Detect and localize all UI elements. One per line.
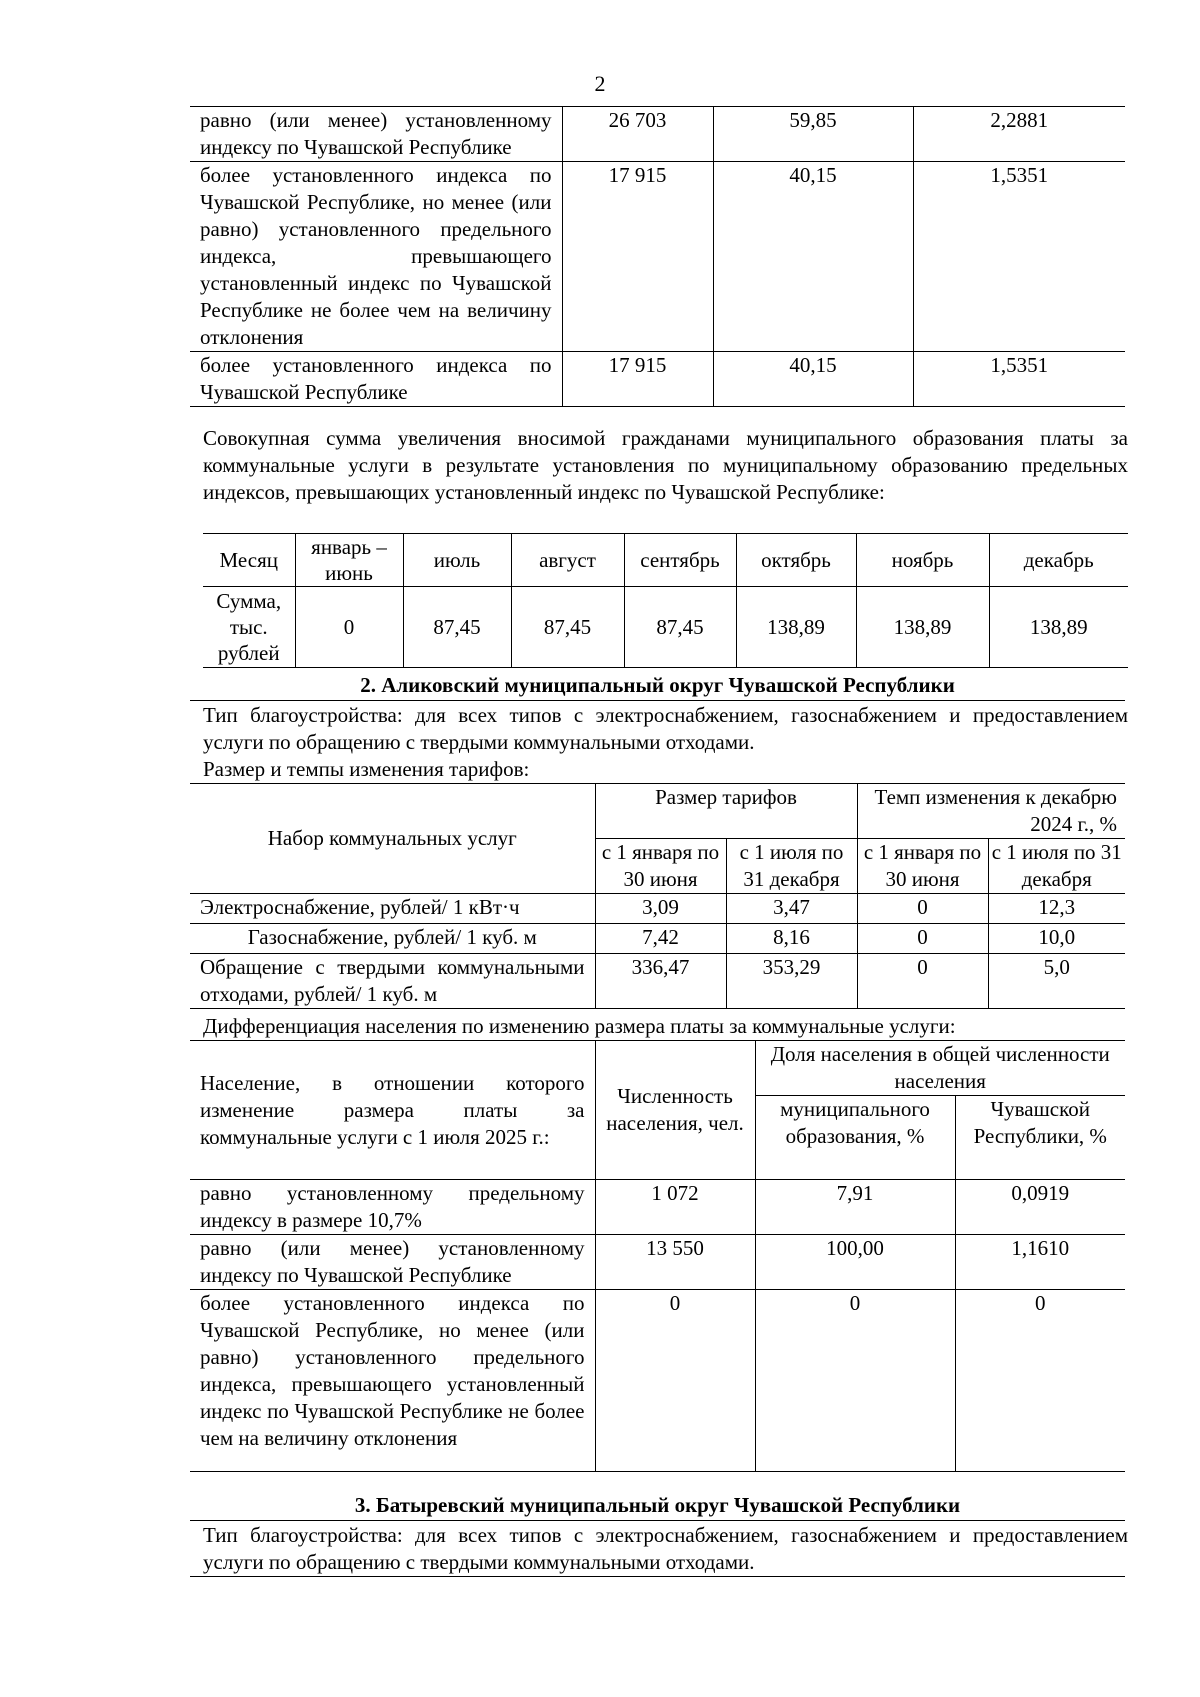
population-count: 13 550 — [595, 1235, 755, 1290]
col-republic-header: Чувашской Республики, % — [955, 1096, 1125, 1180]
tariff-value: 353,29 — [726, 954, 857, 1009]
month-value: 87,45 — [403, 587, 511, 668]
col-services-header: Набор коммунальных услуг — [190, 784, 595, 894]
republic-share: 1,1610 — [955, 1235, 1125, 1290]
table-row — [190, 352, 1125, 407]
population-count: 17 915 — [562, 352, 713, 407]
sub-header: с 1 июля по 31 декабря — [988, 839, 1125, 894]
months-value-row — [203, 587, 1128, 668]
tariffs-table — [190, 783, 1125, 1009]
differentiation-caption: Дифференциация населения по изменению размера платы за коммунальные услуги: — [203, 1014, 956, 1038]
month-label: январь – июнь — [295, 534, 403, 587]
month-value: 138,89 — [856, 587, 989, 668]
municipal-share: 0 — [755, 1290, 955, 1472]
service-name: Газоснабжение, рублей/ 1 куб. м — [190, 924, 595, 954]
population-differentiation-table — [190, 1040, 1125, 1472]
divider — [190, 700, 1125, 701]
month-value: 0 — [295, 587, 403, 668]
table-row — [190, 1180, 1125, 1235]
municipal-share: 7,91 — [755, 1180, 955, 1235]
service-name: Обращение с твердыми коммунальными отходами, рублей/ 1 куб. м — [190, 954, 595, 1009]
table-row — [190, 954, 1125, 1009]
municipal-share: 59,85 — [713, 107, 913, 162]
table-row — [190, 924, 1125, 954]
row-label: равно (или менее) установленному индексу по Чувашской Республике — [190, 107, 562, 162]
sum-row-label: Сумма, тыс. рублей — [203, 587, 295, 668]
tariff-value: 8,16 — [726, 924, 857, 954]
col-size-header: Размер тарифов — [595, 784, 857, 839]
section-3-type-text: Тип благоустройства: для всех типов с электроснабжением, газоснабжением и предоставлением услуги по обращению с твердыми коммунальными отходами. — [203, 1523, 1128, 1574]
sub-header: с 1 января по 30 июня — [595, 839, 726, 894]
section-2-type-text: Тип благоустройства: для всех типов с электроснабжением, газоснабжением и предоставлением услуги по обращению с твердыми коммунальными отходами. — [203, 703, 1128, 754]
tariff-value: 336,47 — [595, 954, 726, 1009]
table-row — [190, 1235, 1125, 1290]
republic-share: 1,5351 — [913, 162, 1125, 352]
month-value: 138,89 — [989, 587, 1128, 668]
rate-value: 5,0 — [988, 954, 1125, 1009]
rate-value: 0 — [857, 924, 988, 954]
tariffs-caption: Размер и темпы изменения тарифов: — [203, 757, 530, 781]
months-header-row — [203, 534, 1128, 587]
divider — [190, 1520, 1125, 1521]
section-2-heading: 2. Аликовский муниципальный округ Чувашской Республики — [360, 673, 955, 697]
col-rate-header: Темп изменения к декабрю 2024 г., % — [857, 784, 1125, 839]
month-label: декабрь — [989, 534, 1128, 587]
month-label: июль — [403, 534, 511, 587]
month-label: сентябрь — [624, 534, 736, 587]
republic-share: 0 — [955, 1290, 1125, 1472]
summary-paragraph: Совокупная сумма увеличения вносимой гражданами муниципального образования платы за коммунальные услуги в результате установления по муниципальному образованию предельных индексов, превышающих установленный индекс по Чувашской Республике: — [203, 426, 1128, 504]
municipal-share: 40,15 — [713, 162, 913, 352]
month-value: 87,45 — [624, 587, 736, 668]
col-population-header: Население, в отношении которого изменение размера платы за коммунальные услуги с 1 июля 2025 г.: — [190, 1041, 595, 1180]
sub-header: с 1 января по 30 июня — [857, 839, 988, 894]
month-header-label: Месяц — [203, 534, 295, 587]
municipal-share: 100,00 — [755, 1235, 955, 1290]
republic-share: 1,5351 — [913, 352, 1125, 407]
population-count: 0 — [595, 1290, 755, 1472]
row-label: более установленного индекса по Чувашской Республике — [190, 352, 562, 407]
table-row — [190, 107, 1125, 162]
rate-value: 10,0 — [988, 924, 1125, 954]
table-row — [190, 894, 1125, 924]
col-count-header: Численность населения, чел. — [595, 1041, 755, 1180]
rate-value: 0 — [857, 894, 988, 924]
sub-header: с 1 июля по 31 декабря — [726, 839, 857, 894]
month-label: ноябрь — [856, 534, 989, 587]
republic-share: 0,0919 — [955, 1180, 1125, 1235]
table-row — [190, 162, 1125, 352]
row-label: более установленного индекса по Чувашской Республике, но менее (или равно) установленного предельного индекса, превышающего установленный индекс по Чувашской Республике не более чем на величину отклонения — [190, 1290, 595, 1472]
row-label: равно (или менее) установленному индексу по Чувашской Республике — [190, 1235, 595, 1290]
page-number: 2 — [594, 71, 606, 96]
population-table-continued — [190, 106, 1125, 407]
municipal-share: 40,15 — [713, 352, 913, 407]
month-label: октябрь — [736, 534, 856, 587]
population-count: 17 915 — [562, 162, 713, 352]
population-count: 26 703 — [562, 107, 713, 162]
tariff-value: 7,42 — [595, 924, 726, 954]
republic-share: 2,2881 — [913, 107, 1125, 162]
month-label: август — [511, 534, 624, 587]
rate-value: 0 — [857, 954, 988, 1009]
population-count: 1 072 — [595, 1180, 755, 1235]
tariff-value: 3,09 — [595, 894, 726, 924]
monthly-sum-table — [203, 533, 1128, 668]
tariff-value: 3,47 — [726, 894, 857, 924]
table-row — [190, 1290, 1125, 1472]
divider — [190, 1576, 1125, 1577]
service-name: Электроснабжение, рублей/ 1 кВт·ч — [190, 894, 595, 924]
month-value: 138,89 — [736, 587, 856, 668]
row-label: равно установленному предельному индексу в размере 10,7% — [190, 1180, 595, 1235]
rate-value: 12,3 — [988, 894, 1125, 924]
col-share-header: Доля населения в общей численности населения — [755, 1041, 1125, 1096]
col-municipal-header: муниципального образования, % — [755, 1096, 955, 1180]
section-3-heading: 3. Батыревский муниципальный округ Чувашской Республики — [354, 1493, 961, 1517]
month-value: 87,45 — [511, 587, 624, 668]
row-label: более установленного индекса по Чувашской Республике, но менее (или равно) установленного предельного индекса, превышающего установленный индекс по Чувашской Республике не более чем на величину отклонения — [190, 162, 562, 352]
